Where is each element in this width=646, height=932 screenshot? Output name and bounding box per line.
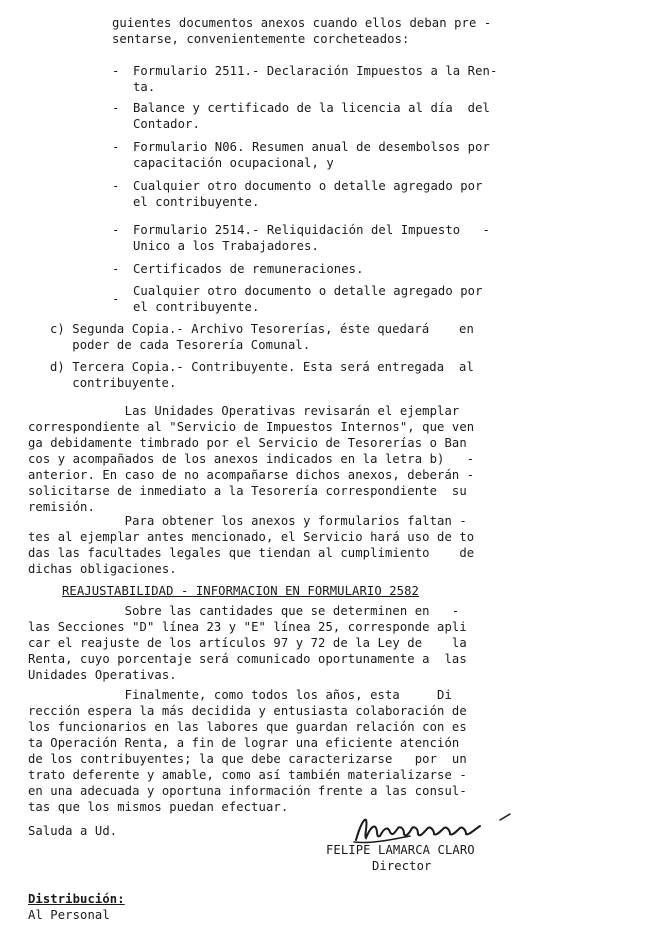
list-item-line-2: Unico a los Trabajadores. (133, 239, 319, 253)
list-item-bullet: - (112, 262, 120, 276)
copy-d-line-2: contribuyente. (50, 376, 177, 390)
para3-line: Sobre las cantidades que se determinen en - (28, 604, 460, 618)
para1-line: anterior. En caso de no acompañarse dichos anexos, deberán - (28, 468, 475, 482)
copy-d-line-1: d) Tercera Copia.- Contribuyente. Esta será entregada al (50, 360, 474, 374)
para1-line: ga debidamente timbrado por el Servicio de Tesorerías o Ban (28, 436, 467, 450)
list-item-line-1: Formulario 2511.- Declaración Impuestos a la Ren- (133, 64, 498, 78)
intro-line-1: guientes documentos anexos cuando ellos deban pre - (112, 16, 492, 30)
para3-line: Unidades Operativas. (28, 668, 177, 682)
para4-line: ta Operación Renta, a fin de lograr una eficiente atención (28, 736, 460, 750)
copy-c-line-2: poder de cada Tesorería Comunal. (50, 338, 311, 352)
para4-line: los funcionarios en las labores que guardan relación con es (28, 720, 467, 734)
para4-line: en una adecuada y oportuna información frente a las consul- (28, 784, 467, 798)
list-item-bullet: - (112, 140, 120, 154)
para2-line: dichas obligaciones. (28, 562, 177, 576)
distribution-entry: Al Personal (28, 908, 110, 922)
list-item-line-1: Cualquier otro documento o detalle agregado por (133, 284, 483, 298)
para2-line: das las facultades legales que tiendan al cumplimiento de (28, 546, 475, 560)
list-item-line-1: Formulario N06. Resumen anual de desembolsos por (133, 140, 490, 154)
intro-line-2: sentarse, convenientemente corcheteados: (112, 32, 410, 46)
list-item-line-2: el contribuyente. (133, 300, 260, 314)
para2-line: Para obtener los anexos y formularios faltan - (28, 514, 467, 528)
para4-line: trato deferente y amable, como así también materializarse - (28, 768, 467, 782)
copy-c-line-1: c) Segunda Copia.- Archivo Tesorerías, éste quedará en (50, 322, 474, 336)
list-item-line-1: Cualquier otro documento o detalle agregado por (133, 179, 483, 193)
list-item-line-1: Formulario 2514.- Reliquidación del Impuesto - (133, 223, 490, 237)
para1-line: cos y acompañados de los anexos indicados en la letra b) - (28, 452, 475, 466)
para2-line: tes al ejemplar antes mencionado, el Servicio hará uso de to (28, 530, 475, 544)
list-item-bullet: - (112, 64, 120, 78)
para3-line: Renta, cuyo porcentaje será comunicado oportunamente a las (28, 652, 467, 666)
para4-line: rección espera la más decidida y entusiasta colaboración de (28, 704, 467, 718)
list-item-bullet: - (112, 101, 120, 115)
para3-line: car el reajuste de los artículos 97 y 72 de la Ley de la (28, 636, 467, 650)
para4-line: Finalmente, como todos los años, esta Di (28, 688, 452, 702)
list-item-bullet: - (112, 179, 120, 193)
list-item-line-1: Certificados de remuneraciones. (133, 262, 364, 276)
signatory-name: FELIPE LAMARCA CLARO (326, 843, 475, 857)
para4-line: de los contribuyentes; la que debe caracterizarse por un (28, 752, 467, 766)
signatory-title: Director (372, 859, 432, 873)
list-item-line-1: Balance y certificado de la licencia al día del (133, 101, 490, 115)
distribution-label: Distribución: (28, 892, 125, 906)
para1-line: solicitarse de inmediato a la Tesorería correspondiente su (28, 484, 467, 498)
para3-line: las Secciones "D" línea 23 y "E" línea 25, corresponde apli (28, 620, 467, 634)
closing-salutation: Saluda a Ud. (28, 824, 118, 838)
section-heading: REAJUSTABILIDAD - INFORMACION EN FORMULARIO 2582 (62, 584, 419, 598)
list-item-line-2: el contribuyente. (133, 195, 260, 209)
para1-line: correspondiente al "Servicio de Impuestos Internos", que ven (28, 420, 475, 434)
list-item-line-2: Contador. (133, 117, 200, 131)
list-item-line-2: capacitación ocupacional, y (133, 156, 334, 170)
para4-line: tas que los mismos puedan efectuar. (28, 800, 289, 814)
para1-line: remisión. (28, 500, 95, 514)
list-item-bullet: - (112, 223, 120, 237)
list-item-bullet: - (112, 292, 120, 306)
para1-line: Las Unidades Operativas revisarán el ejemplar (28, 404, 460, 418)
list-item-line-2: ta. (133, 80, 156, 94)
